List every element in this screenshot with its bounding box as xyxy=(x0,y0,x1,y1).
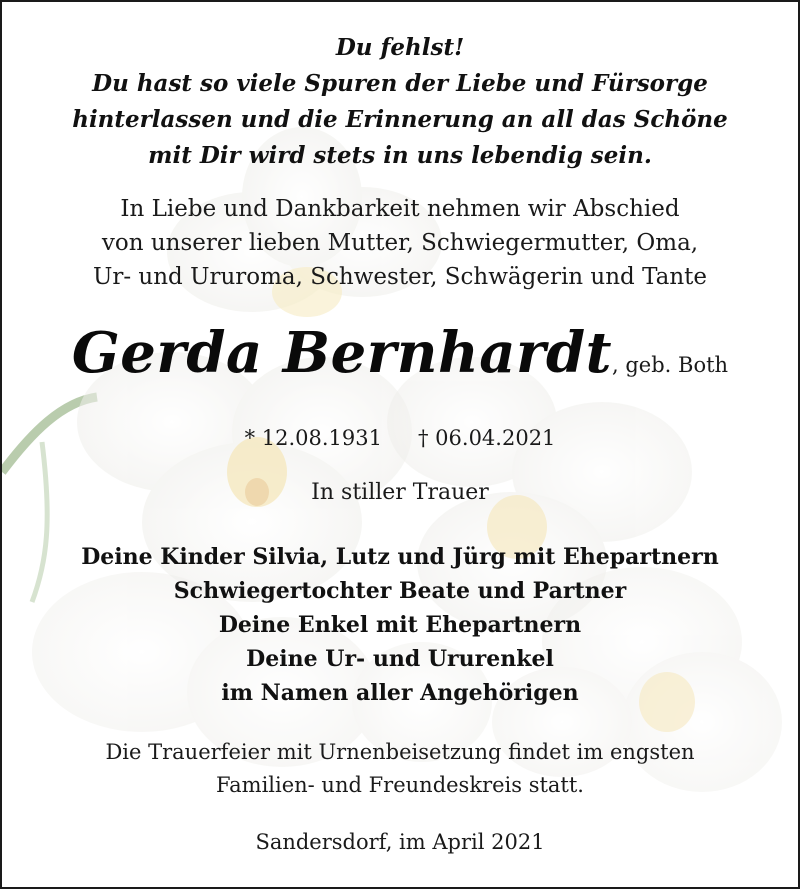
mourner-line: Deine Kinder Silvia, Lutz und Jürg mit Ehepartnern xyxy=(81,544,719,570)
mourner-line: im Namen aller Angehörigen xyxy=(221,680,579,706)
deceased-name: Gerda Bernhardt xyxy=(71,320,613,386)
motto-line: mit Dir wird stets in uns lebendig sein. xyxy=(148,142,652,169)
deceased-name-row xyxy=(2,320,798,386)
intro-line: In Liebe und Dankbarkeit nehmen wir Abschied xyxy=(120,196,680,222)
life-dates xyxy=(2,426,798,450)
motto-line: hinterlassen und die Erinnerung an all das Schöne xyxy=(72,106,728,133)
motto-line: Du fehlst! xyxy=(335,34,465,61)
motto xyxy=(2,30,798,174)
birth-date: * 12.08.1931 xyxy=(244,426,382,450)
place-and-date: Sandersdorf, im April 2021 xyxy=(255,830,545,854)
farewell-intro xyxy=(2,192,798,294)
funeral-service-info xyxy=(2,736,798,802)
mourning-note: In stiller Trauer xyxy=(311,480,489,505)
intro-line: Ur- und Ururoma, Schwester, Schwägerin und Tante xyxy=(92,264,708,290)
motto-line: Du hast so viele Spuren der Liebe und Fürsorge xyxy=(92,70,708,97)
intro-line: von unserer lieben Mutter, Schwiegermutter, Oma, xyxy=(101,230,699,256)
maiden-name: , geb. Both xyxy=(612,353,729,377)
service-line: Familien- und Freundeskreis statt. xyxy=(215,773,584,797)
mourners-list xyxy=(2,540,798,710)
service-line: Die Trauerfeier mit Urnenbeisetzung findet im engsten xyxy=(105,740,695,764)
mourner-line: Deine Enkel mit Ehepartnern xyxy=(218,612,582,638)
death-date: † 06.04.2021 xyxy=(418,426,556,450)
notice-content xyxy=(2,2,798,887)
mourner-line: Schwiegertochter Beate und Partner xyxy=(173,578,627,604)
mourner-line: Deine Ur- und Ururenkel xyxy=(246,646,554,672)
